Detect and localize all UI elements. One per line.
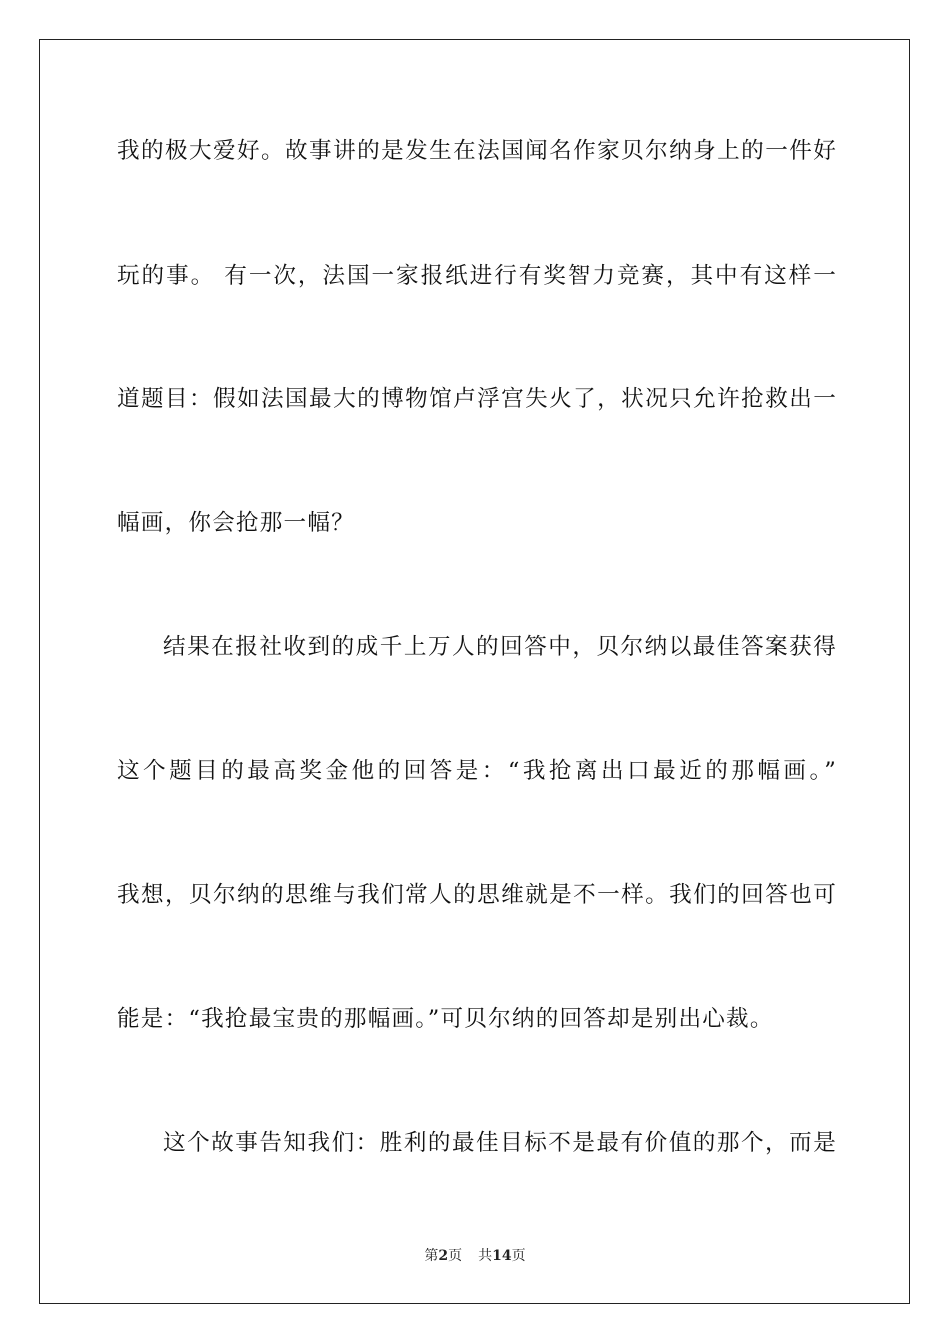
page-suffix: 页 [448,1248,463,1264]
body-text-line: 我想，贝尔纳的思维与我们常人的思维就是不一样。我们的回答也可 [117,882,837,908]
body-text-line: 幅画，你会抢那一幅？ [117,510,355,536]
page-number: 2 [438,1248,449,1264]
total-suffix: 页 [511,1248,526,1264]
body-text-line: 道题目：假如法国最大的博物馆卢浮宫失火了，状况只允许抢救出一 [117,386,837,412]
body-text-line: 这个故事告知我们：胜利的最佳目标不是最有价值的那个，而是 [163,1130,837,1156]
page-border [39,39,910,1304]
body-text-line: 玩的事。 有一次，法国一家报纸进行有奖智力竞赛，其中有这样一 [117,263,837,289]
body-text-line: 这个题目的最高奖金他的回答是：“我抢离出口最近的那幅画。” [117,758,837,784]
body-text-line: 结果在报社收到的成千上万人的回答中，贝尔纳以最佳答案获得 [163,634,837,660]
body-text-line: 我的极大爱好。故事讲的是发生在法国闻名作家贝尔纳身上的一件好 [117,138,837,164]
total-pages: 14 [492,1248,512,1264]
page-prefix: 第 [424,1248,439,1264]
total-prefix: 共 [478,1248,493,1264]
body-text-line: 能是：“我抢最宝贵的那幅画。”可贝尔纳的回答却是别出心裁。 [117,1006,774,1032]
page-footer [0,1246,950,1266]
